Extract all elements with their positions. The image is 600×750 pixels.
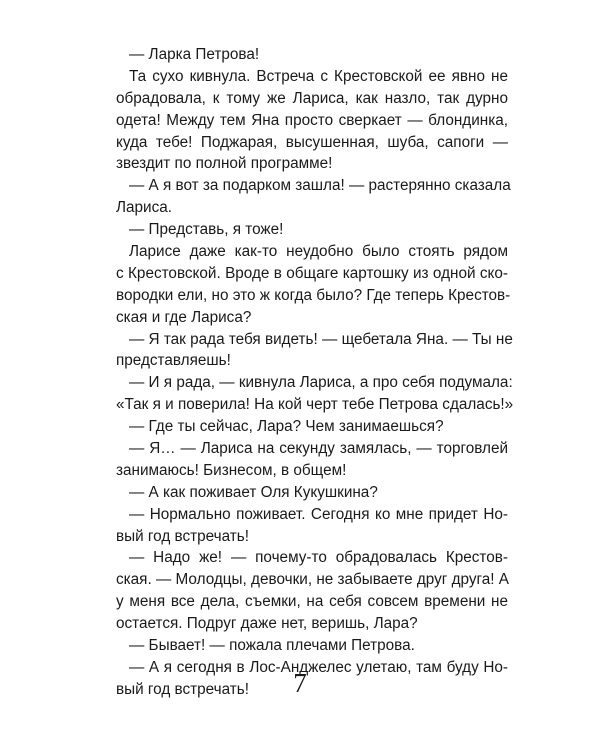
- text-line: — А я сегодня в Лос-Анджелес улетаю, там буду Но-: [129, 658, 508, 676]
- text-line: Та сухо кивнула. Встреча с Крестовской ее явно не: [129, 67, 508, 85]
- text-line: — Ларка Петрова!: [129, 46, 260, 63]
- text-line: — Нормально поживает. Сегодня ко мне придет Но-: [129, 505, 508, 523]
- text-line: вый год встречать!: [116, 680, 249, 698]
- text-line: — Я так рада тебя видеть! — щебетала Яна. — Ты не: [129, 330, 513, 348]
- text-line: звездит по полной программе!: [116, 155, 333, 173]
- text-line: — Надо же! — почему-то обрадовалась Крестов-: [129, 549, 508, 567]
- text-line: ская и где Лариса?: [116, 308, 252, 326]
- text-line: вородки ели, но это ж когда было? Где теперь Крестов-: [116, 286, 511, 304]
- text-line: — А я вот за подарком зашла! — растерянно сказала: [129, 177, 511, 195]
- text-line: остается. Подруг даже нет, веришь, Лара?: [116, 615, 418, 633]
- text-line: — И я рада, — кивнула Лариса, а про себя подумала:: [129, 374, 513, 392]
- text-line: куда тебе! Поджарая, высушенная, шуба, сапоги —: [116, 133, 508, 151]
- page-number: 7: [293, 668, 307, 698]
- text-line: — Я… — Лариса на секунду замялась, — торговлей: [129, 440, 508, 458]
- text-line: — Представь, я тоже!: [129, 221, 284, 239]
- text-line: ская. — Молодцы, девочки, не забываете друг друга! А: [116, 571, 509, 589]
- text-line: одета! Между тем Яна просто сверкает — блондинка,: [116, 111, 508, 129]
- text-line: с Крестовской. Вроде в общаге картошку из одной ско-: [116, 264, 508, 282]
- text-line: — Бывает! — пожала плечами Петрова.: [129, 637, 415, 655]
- text-line: «Так я и поверила! На кой черт тебе Петрова сдалась!»: [116, 396, 514, 414]
- text-line: Ларисе даже как-то неудобно было стоять рядом: [129, 243, 508, 261]
- text-line: Лариса.: [116, 199, 173, 217]
- text-line: вый год встречать!: [116, 527, 249, 545]
- text-line: обрадовала, к тому же Лариса, как назло, так дурно: [116, 89, 508, 107]
- text-line: у меня все дела, съемки, на себя совсем времени не: [116, 593, 508, 611]
- body-text: [116, 44, 514, 701]
- text-line: занимаюсь! Бизнесом, в общем!: [116, 461, 347, 479]
- text-line: представляешь!: [116, 352, 231, 370]
- text-line: — Где ты сейчас, Лара? Чем занимаешься?: [129, 418, 444, 436]
- text-line: — А как поживает Оля Кукушкина?: [129, 483, 378, 501]
